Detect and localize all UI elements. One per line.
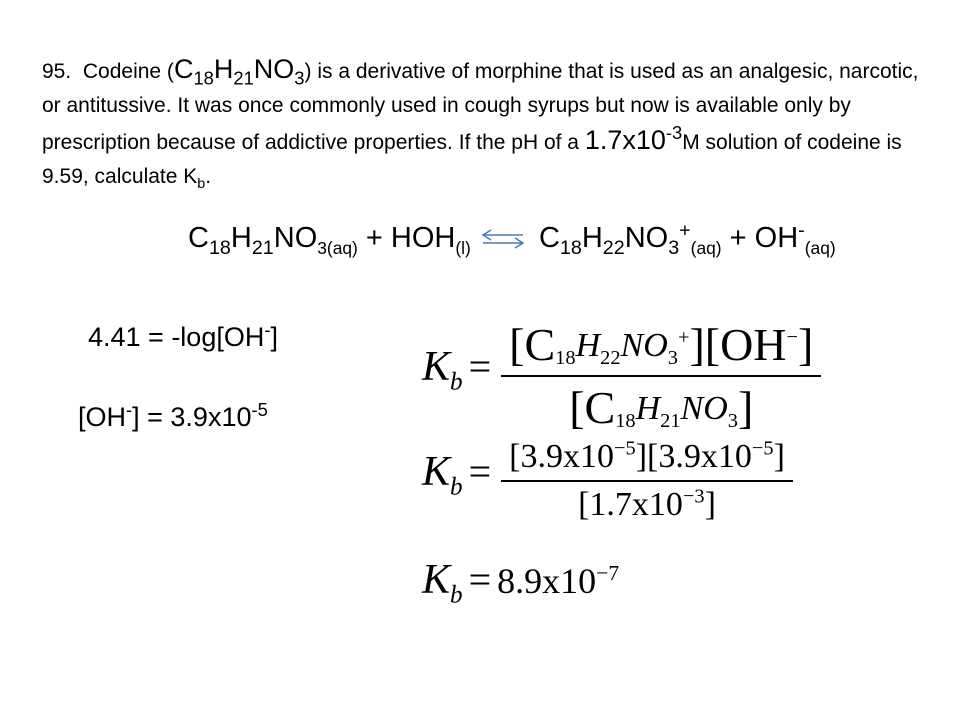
fraction-bar: [501, 375, 821, 377]
kb-denominator: $[C_{18}H_{21}NO_3]$: [569, 382, 754, 433]
kb-numerator: $[C_{18}H_{22}NO_3^+][OH^-]$: [509, 319, 814, 370]
step-poh: 4.41 = -log[OH-]: [88, 319, 278, 352]
problem-text-1: ) is a derivative of morphine that is used as an analgesic, narcotic, or antitussive. It was once commonly used in cough syrups but now is available only by prescription because of addictive properties. If the pH of a: [42, 60, 919, 154]
problem-number: 95.: [42, 60, 72, 83]
problem-statement: 95. Codeine $(C_{18}H_{21}NO_3)$ is a derivative of morphine that is used as an analgesic, narcotic, or antitussive. It was once commonly used in cough syrups but now is available only by prescription because of addictive properties. If the pH of a $1.7x10^{-3}M$ solution of codeine is 9.59, calculate $K_b$.: [42, 54, 919, 193]
step-oh-concentration: $[OH^-] = 3.9x10^{-5}$: [78, 399, 268, 432]
kb-expression: $K_b$ = $\frac{[C_{18}H_{22}NO_3^+][OH^-]}{[C_{18}H_{21}NO_3]}$: [422, 318, 821, 434]
kb-substitution: $K_b$ = $\frac{[3.9x10^{-5}][3.9x10^{-5}]}{[1.7x10^{-3}]}$: [422, 438, 793, 524]
reactant-water: + $HOH_{(l)}$: [365, 222, 471, 258]
reaction-equation: [188, 219, 928, 259]
substitution-denominator: $[1.7x10^{-3}]$: [578, 485, 716, 523]
fraction-bar: [501, 480, 793, 482]
kb-result: $K_b = 8.9x10^{-7}$: [422, 557, 620, 609]
product-hydroxide: + $OH^-_{(aq)}$: [729, 219, 836, 258]
problem-text-2: M solution of codeine is 9.59, calculate K: [42, 131, 902, 188]
kb-subscript: b: [197, 176, 206, 193]
problem-intro: Codeine (: [82, 60, 174, 83]
equilibrium-arrow-icon: [481, 227, 525, 251]
substitution-numerator: $[3.9x10^{-5}][3.9x10^{-5}]$: [509, 437, 785, 475]
product-codeine-ion: $C_{18}H_{22}NO_3^+_{(aq)}$: [538, 219, 722, 259]
reactant-codeine: $C_{18}H_{21}NO_{3(aq)}$: [188, 222, 358, 259]
codeine-formula: $C_{18}H_{21}NO_3$: [173, 54, 305, 89]
concentration-value: $1.7x10^{-3}$: [584, 122, 683, 155]
